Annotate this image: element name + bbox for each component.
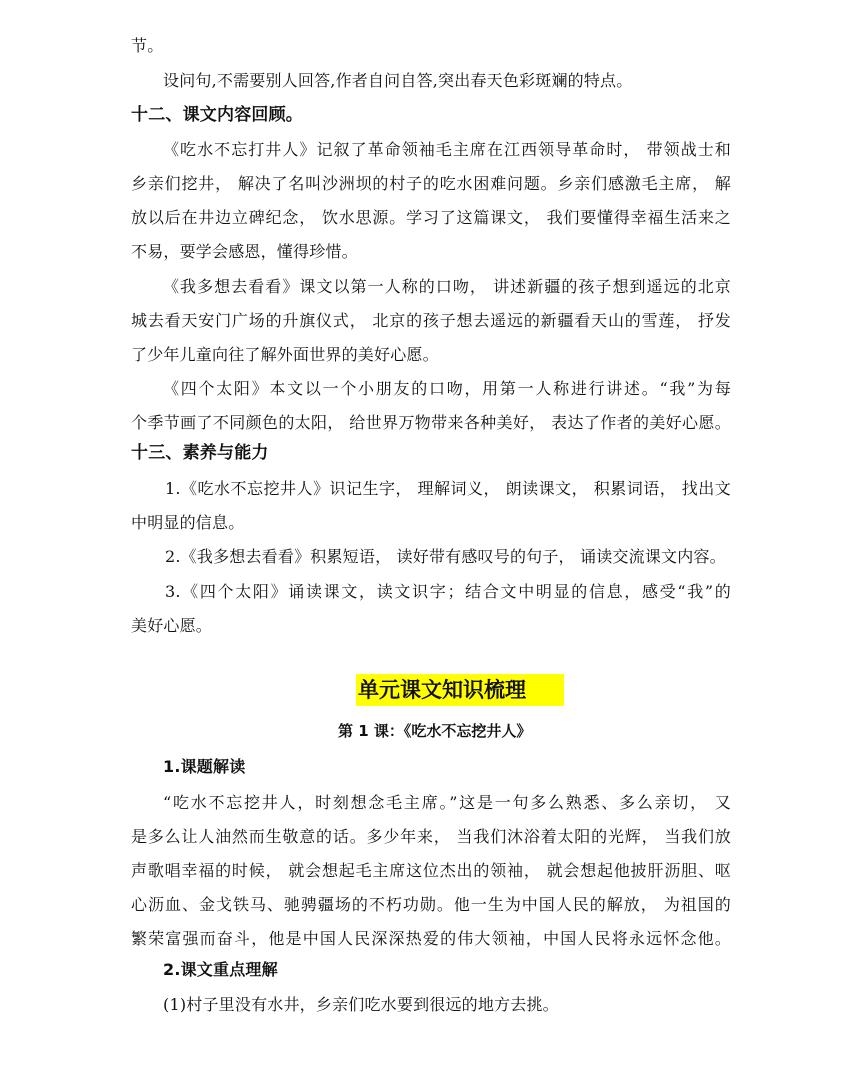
text-line: 《我多想去看看》课文以第一人称的口吻， 讲述新疆的孩子想到遥远的北京 — [163, 277, 731, 296]
subheading-title-reading: 1.课题解读 — [163, 757, 246, 776]
text-line: 声歌唱幸福的时候， 就会想起毛主席这位杰出的领袖， 就会想起他披肝沥胆、呕 — [131, 861, 731, 880]
text-line: (1)村子里没有水井，乡亲们吃水要到很远的地方去挑。 — [163, 995, 559, 1014]
text-line: 不易，要学会感恩，懂得珍惜。 — [131, 242, 358, 261]
subheading-key-points: 2.课文重点理解 — [163, 960, 278, 979]
text-line: 《吃水不忘打井人》记叙了革命领袖毛主席在江西领导革命时， 带领战士和 — [163, 140, 731, 159]
text-line: 乡亲们挖井， 解决了名叫沙洲坝的村子的吃水困难问题。乡亲们感激毛主席， 解 — [131, 174, 731, 193]
text-line: 放以后在井边立碑纪念， 饮水思源。学习了这篇课文， 我们要懂得幸福生活来之 — [131, 208, 731, 227]
text-line: 繁荣富强而奋斗，他是中国人民深深热爱的伟大领袖，中国人民将永远怀念他。 — [131, 929, 731, 948]
unit-summary-banner: 单元课文知识梳理 — [356, 674, 564, 706]
text-line: 《四个太阳》本文以一个小朋友的口吻，用第一人称进行讲述。“我”为每 — [163, 379, 731, 398]
list-item: 2.《我多想去看看》积累短语， 读好带有感叹号的句子， 诵读交流课文内容。 — [165, 547, 726, 566]
section-heading-13: 十三、素养与能力 — [131, 443, 269, 463]
text-line: “吃水不忘挖井人，时刻想念毛主席。”这是一句多么熟悉、多么亲切， 又 — [163, 793, 731, 812]
text-line: 个季节画了不同颜色的太阳， 给世界万物带来各种美好， 表达了作者的美好心愿。 — [131, 413, 731, 432]
text-line: 心沥血、金戈铁马、驰骋疆场的不朽功勋。他一生为中国人民的解放， 为祖国的 — [131, 895, 731, 914]
lesson-title: 第 1 课：《吃水不忘挖井人》 — [338, 722, 532, 740]
text-line: 美好心愿。 — [131, 616, 213, 635]
text-line: 城去看天安门广场的升旗仪式， 北京的孩子想去遥远的新疆看天山的雪莲， 抒发 — [131, 311, 731, 330]
list-item: 3.《四个太阳》诵读课文，读文识字；结合文中明显的信息，感受“我”的 — [165, 582, 731, 601]
text-line: 设问句,不需要别人回答,作者自问自答,突出春天色彩斑斓的特点。 — [163, 71, 633, 90]
text-line: 节。 — [131, 36, 164, 55]
list-item: 1.《吃水不忘挖井人》识记生字， 理解词义， 朗读课文， 积累词语， 找出文 — [165, 479, 731, 498]
text-line: 了少年儿童向往了解外面世界的美好心愿。 — [131, 345, 439, 364]
text-line: 中明显的信息。 — [131, 513, 245, 532]
text-line: 是多么让人油然而生敬意的话。多少年来， 当我们沐浴着太阳的光辉， 当我们放 — [131, 827, 731, 846]
section-heading-12: 十二、课文内容回顾。 — [131, 105, 303, 125]
